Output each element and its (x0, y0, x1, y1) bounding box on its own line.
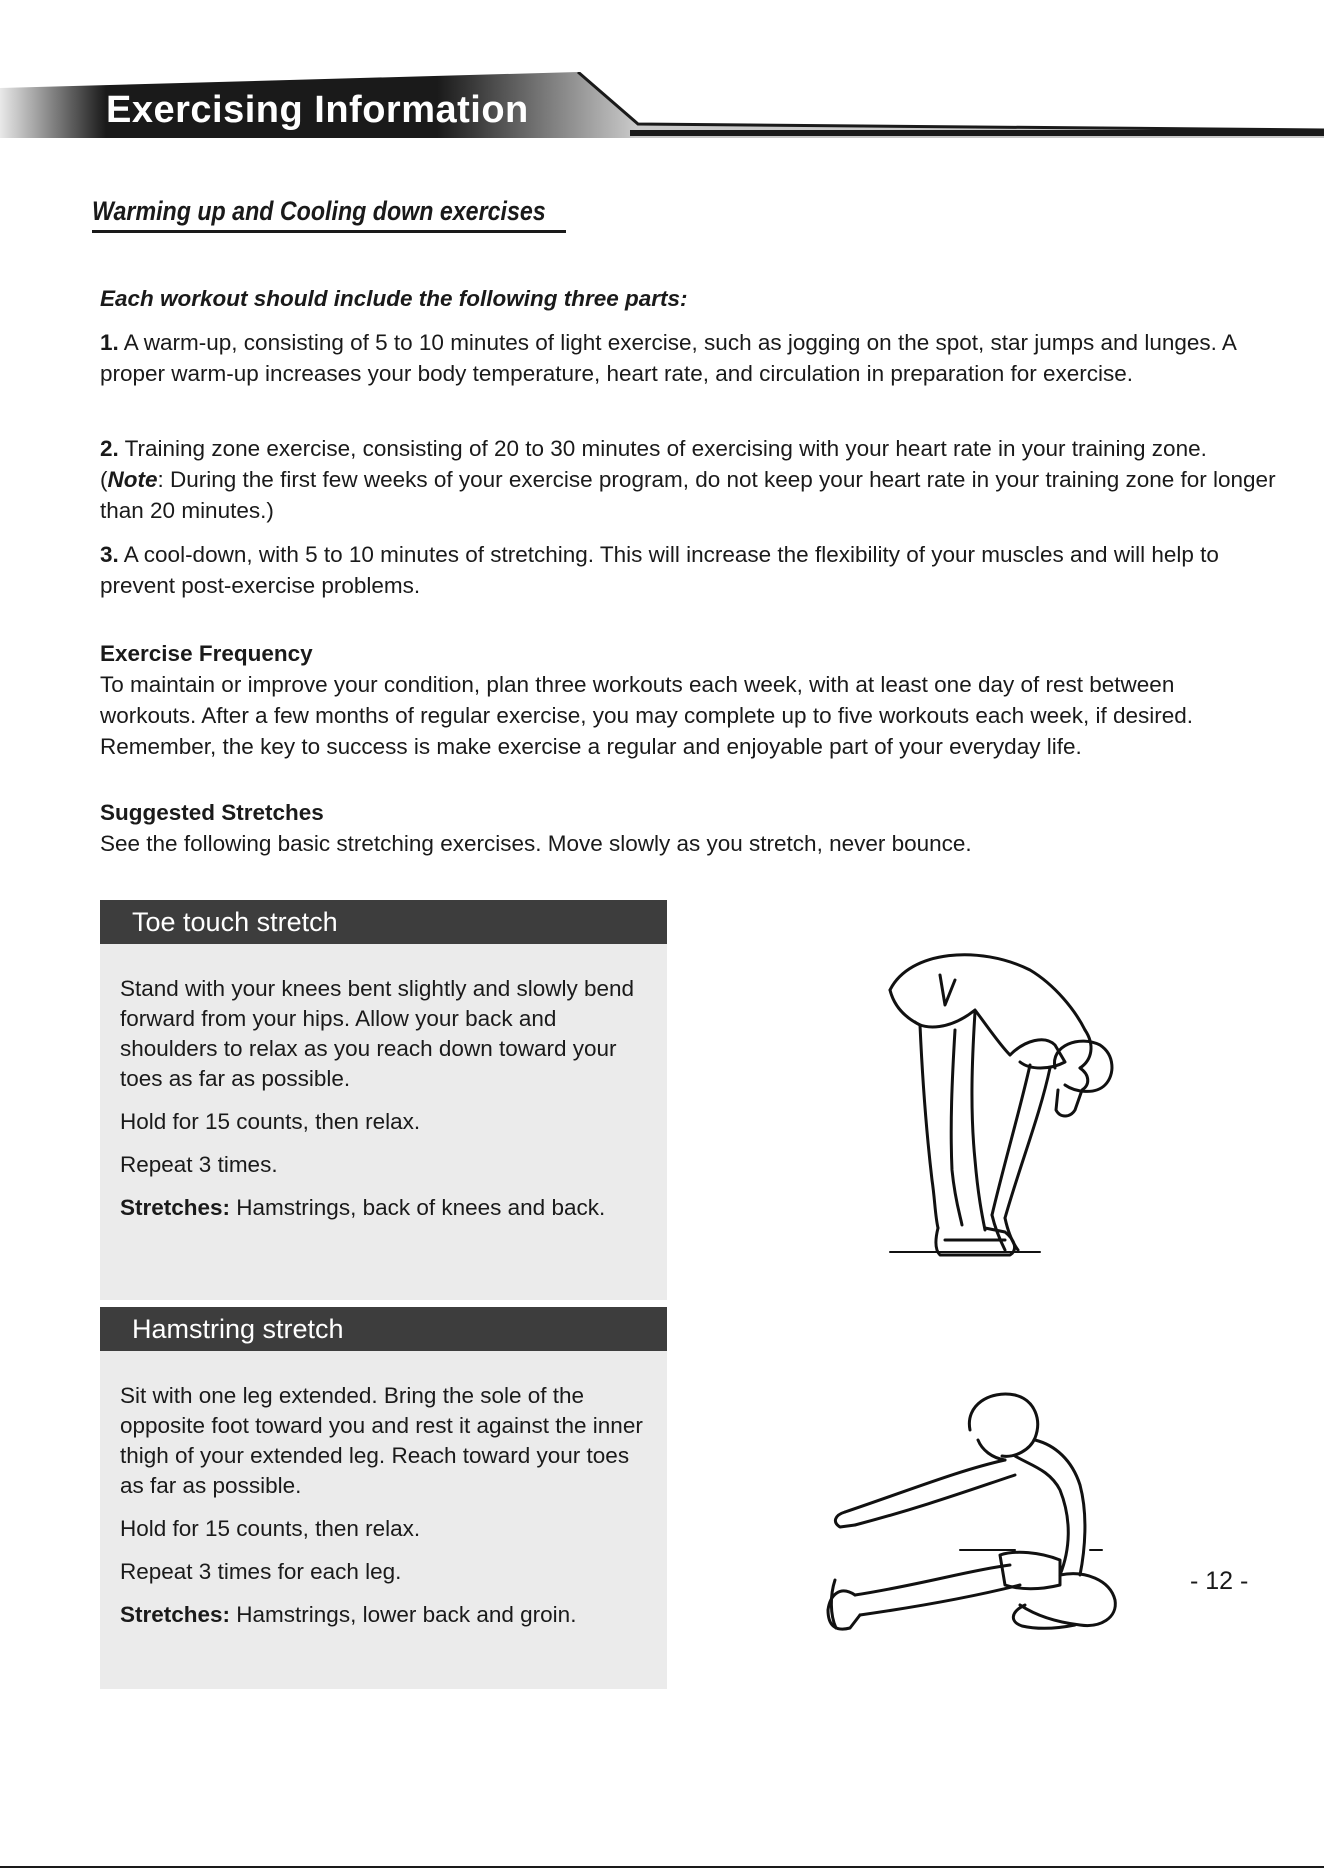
toe-touch-stretch-card (100, 944, 667, 1300)
hamstring-stretches (120, 1600, 647, 1630)
suggested-stretches-section (100, 797, 1276, 859)
suggested-stretches-text: See the following basic stretching exercises. Move slowly as you stretch, never bounce. (100, 831, 972, 856)
bottom-rule (0, 1866, 1324, 1868)
toe-touch-repeat: Repeat 3 times. (120, 1152, 278, 1177)
toe-touch-stretch-header: Toe touch stretch (100, 900, 667, 944)
toe-touch-hold: Hold for 15 counts, then relax. (120, 1109, 421, 1134)
hamstring-stretches-text: Hamstrings, lower back and groin. (230, 1602, 577, 1627)
part-2 (100, 433, 1276, 526)
part-3-number: 3. (100, 542, 119, 567)
toe-touch-stretches-text: Hamstrings, back of knees and back. (230, 1195, 606, 1220)
page-header-title: Exercising Information (106, 89, 529, 131)
hamstring-stretches-label: Stretches: (120, 1602, 231, 1627)
exercise-frequency-section (100, 638, 1276, 762)
part-2-number: 2. (100, 436, 119, 461)
part-1 (100, 327, 1276, 389)
part-1-number: 1. (100, 330, 119, 355)
toe-touch-illustration (880, 950, 1160, 1270)
hamstring-stretch-card (100, 1351, 667, 1689)
toe-touch-stretches-label: Stretches: (120, 1195, 231, 1220)
hamstring-stretch-header: Hamstring stretch (100, 1307, 667, 1351)
part-2-text-after: : During the first few weeks of your exercise program, do not keep your heart rate in your training zone for longer than 20 minutes.) (100, 467, 1276, 523)
part-1-text: A warm-up, consisting of 5 to 10 minutes of light exercise, such as jogging on the spot, star jumps and lunges. A proper warm-up increases your body temperature, heart rate, and circulation in preparation for exercise. (100, 330, 1236, 386)
toe-touch-stretches (120, 1193, 647, 1223)
section-title: Warming up and Cooling down exercises (92, 196, 546, 226)
hamstring-description: Sit with one leg extended. Bring the sole of the opposite foot toward you and rest it against the inner thigh of your extended leg. Reach toward your toes as far as possible. (120, 1383, 643, 1498)
exercise-frequency-heading: Exercise Frequency (100, 641, 313, 666)
section-title-underline (92, 230, 566, 233)
page-number: - 12 - (1190, 1567, 1249, 1595)
intro-text: Each workout should include the following three parts: (100, 286, 688, 311)
toe-touch-description: Stand with your knees bent slightly and slowly bend forward from your hips. Allow your back and shoulders to relax as you reach down toward your toes as far as possible. (120, 976, 635, 1091)
hamstring-hold: Hold for 15 counts, then relax. (120, 1516, 421, 1541)
part-3-text: A cool-down, with 5 to 10 minutes of stretching. This will increase the flexibility of your muscles and will help to prevent post-exercise problems. (100, 542, 1219, 598)
suggested-stretches-heading: Suggested Stretches (100, 800, 324, 825)
exercise-frequency-text: To maintain or improve your condition, plan three workouts each week, with at least one day of rest between workouts. After a few months of regular exercise, you may complete up to five workouts each week, if desired. Remember, the key to success is make exercise a regular and enjoyable part of your everyday life. (100, 672, 1194, 759)
hamstring-repeat: Repeat 3 times for each leg. (120, 1559, 402, 1584)
hamstring-stretch-illustration (810, 1390, 1150, 1640)
part-2-note-label: Note (107, 467, 158, 492)
part-3 (100, 539, 1276, 601)
part-2-text-before: Training zone exercise, consisting of 20 to 30 minutes of exercising with your heart rate in your training zone. ( (100, 436, 1207, 492)
